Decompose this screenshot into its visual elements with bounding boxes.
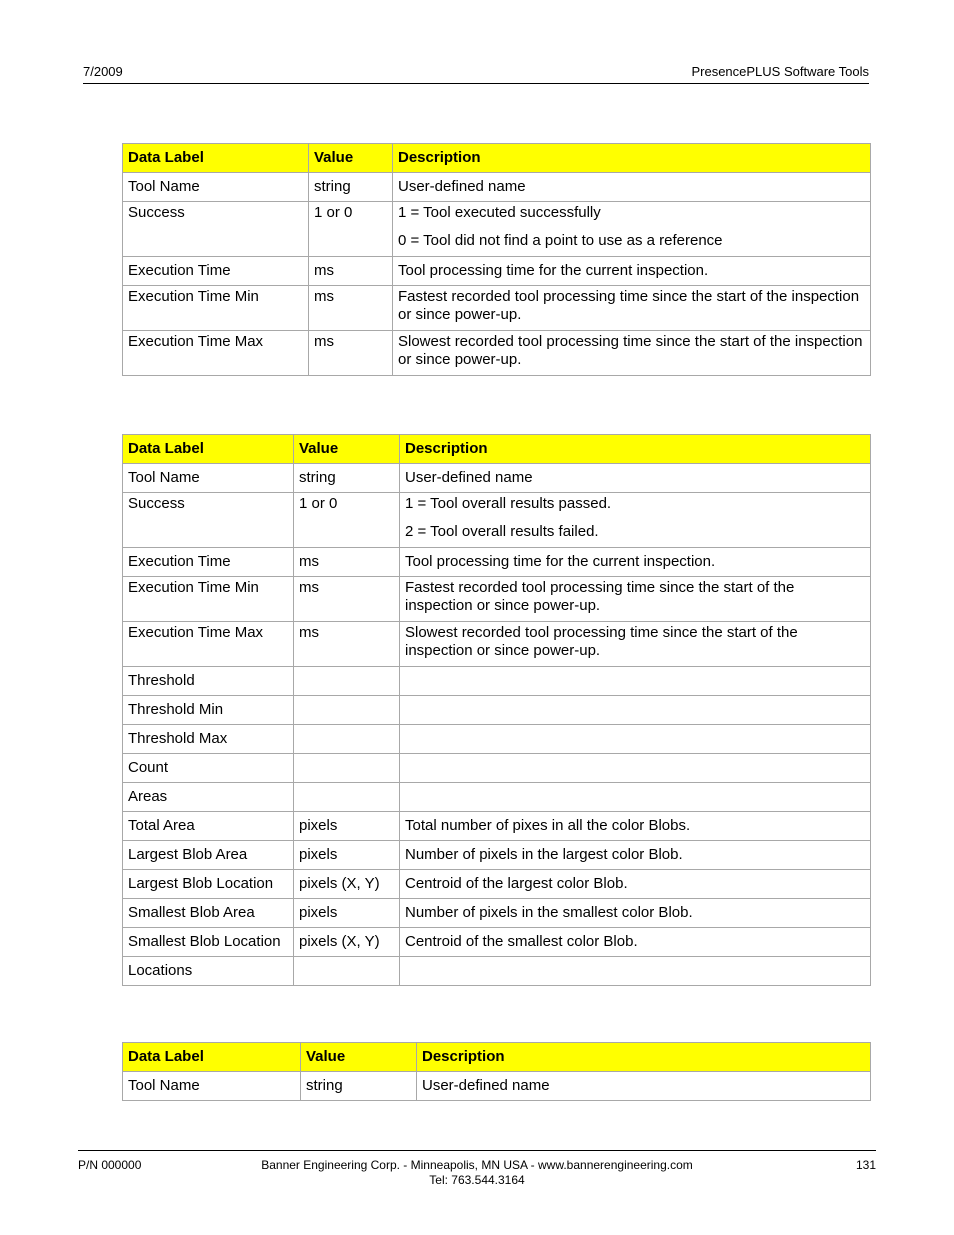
column-header-value: Value <box>301 1043 417 1072</box>
cell-value: pixels <box>294 841 400 870</box>
cell-description <box>400 957 871 986</box>
cell-description <box>400 493 871 548</box>
cell-description <box>400 696 871 725</box>
cell-value: ms <box>294 577 400 622</box>
cell-description: Tool processing time for the current inspection. <box>400 548 871 577</box>
table-row <box>123 493 871 548</box>
column-header-label: Data Label <box>123 435 294 464</box>
table-row <box>123 1072 871 1101</box>
cell-description: Centroid of the largest color Blob. <box>400 870 871 899</box>
cell-description: User-defined name <box>393 173 871 202</box>
cell-description: User-defined name <box>400 464 871 493</box>
cell-label: Areas <box>123 783 294 812</box>
column-header-description: Description <box>393 144 871 173</box>
table-row <box>123 331 871 376</box>
column-header-value: Value <box>309 144 393 173</box>
cell-description: Tool processing time for the current inspection. <box>393 257 871 286</box>
table-row <box>123 841 871 870</box>
table-row <box>123 899 871 928</box>
cell-value <box>294 957 400 986</box>
cell-label: Locations <box>123 957 294 986</box>
cell-value: ms <box>309 331 393 376</box>
cell-label: Threshold <box>123 667 294 696</box>
data-table-2 <box>122 434 871 986</box>
cell-label: Success <box>123 493 294 548</box>
cell-description: Number of pixels in the smallest color Blob. <box>400 899 871 928</box>
cell-value: ms <box>294 622 400 667</box>
cell-value: string <box>294 464 400 493</box>
cell-description: Total number of pixes in all the color Blobs. <box>400 812 871 841</box>
description-line: 1 = Tool executed successfully <box>398 204 601 221</box>
data-table-3 <box>122 1042 871 1101</box>
cell-label: Execution Time <box>123 548 294 577</box>
table-row <box>123 548 871 577</box>
cell-label: Threshold Max <box>123 725 294 754</box>
column-header-label: Data Label <box>123 1043 301 1072</box>
column-header-description: Description <box>400 435 871 464</box>
cell-label: Success <box>123 202 309 257</box>
header-title: PresencePLUS Software Tools <box>691 64 869 79</box>
cell-value: ms <box>294 548 400 577</box>
cell-description <box>400 667 871 696</box>
cell-description: Fastest recorded tool processing time since the start of the inspection or since power-up. <box>393 286 871 331</box>
cell-value <box>294 696 400 725</box>
cell-label: Tool Name <box>123 464 294 493</box>
cell-value: pixels (X, Y) <box>294 928 400 957</box>
description-line: 0 = Tool did not find a point to use as a reference <box>398 232 723 249</box>
table-header-row <box>123 435 871 464</box>
cell-value <box>294 725 400 754</box>
table-row <box>123 622 871 667</box>
cell-value: ms <box>309 286 393 331</box>
cell-value: pixels <box>294 812 400 841</box>
table-row <box>123 577 871 622</box>
table-row <box>123 754 871 783</box>
table-row <box>123 464 871 493</box>
description-line: 2 = Tool overall results failed. <box>405 523 599 540</box>
table-row <box>123 928 871 957</box>
table-row <box>123 202 871 257</box>
footer-company-line: Banner Engineering Corp. - Minneapolis, MN USA - www.bannerengineering.com <box>261 1158 693 1172</box>
cell-description <box>400 754 871 783</box>
cell-value: 1 or 0 <box>309 202 393 257</box>
table-row <box>123 173 871 202</box>
cell-description: Number of pixels in the largest color Blob. <box>400 841 871 870</box>
cell-label: Tool Name <box>123 1072 301 1101</box>
cell-value <box>294 667 400 696</box>
cell-label: Count <box>123 754 294 783</box>
footer-tel: Tel: 763.544.3164 <box>429 1173 525 1187</box>
cell-label: Execution Time Max <box>123 622 294 667</box>
table-row <box>123 957 871 986</box>
table-row <box>123 812 871 841</box>
description-line: 1 = Tool overall results passed. <box>405 495 612 512</box>
cell-value: string <box>301 1072 417 1101</box>
header-date: 7/2009 <box>83 64 123 79</box>
cell-description <box>400 725 871 754</box>
footer-company <box>0 1158 954 1188</box>
cell-value <box>294 754 400 783</box>
cell-description: Centroid of the smallest color Blob. <box>400 928 871 957</box>
table-header-row <box>123 1043 871 1072</box>
cell-value <box>294 783 400 812</box>
footer-rule <box>78 1150 876 1151</box>
footer-part-number: P/N 000000 <box>78 1158 142 1172</box>
cell-value: ms <box>309 257 393 286</box>
table-row <box>123 696 871 725</box>
cell-label: Smallest Blob Location <box>123 928 294 957</box>
column-header-description: Description <box>417 1043 871 1072</box>
column-header-value: Value <box>294 435 400 464</box>
cell-value: pixels (X, Y) <box>294 870 400 899</box>
table-row <box>123 667 871 696</box>
table-row <box>123 783 871 812</box>
data-table-1 <box>122 143 871 376</box>
column-header-label: Data Label <box>123 144 309 173</box>
table-header-row <box>123 144 871 173</box>
cell-label: Largest Blob Area <box>123 841 294 870</box>
cell-description: Slowest recorded tool processing time since the start of the inspection or since power-up. <box>393 331 871 376</box>
cell-description: Fastest recorded tool processing time since the start of the inspection or since power-up. <box>400 577 871 622</box>
table-row <box>123 286 871 331</box>
cell-label: Execution Time Max <box>123 331 309 376</box>
cell-description: Slowest recorded tool processing time since the start of the inspection or since power-up. <box>400 622 871 667</box>
cell-label: Smallest Blob Area <box>123 899 294 928</box>
cell-label: Largest Blob Location <box>123 870 294 899</box>
cell-value: string <box>309 173 393 202</box>
cell-value: 1 or 0 <box>294 493 400 548</box>
cell-label: Execution Time Min <box>123 286 309 331</box>
cell-description: User-defined name <box>417 1072 871 1101</box>
table-row <box>123 257 871 286</box>
header-rule <box>83 83 869 84</box>
cell-label: Total Area <box>123 812 294 841</box>
cell-label: Tool Name <box>123 173 309 202</box>
cell-description <box>393 202 871 257</box>
table-row <box>123 725 871 754</box>
cell-value: pixels <box>294 899 400 928</box>
footer-page-number: 131 <box>855 1158 876 1172</box>
cell-label: Threshold Min <box>123 696 294 725</box>
table-row <box>123 870 871 899</box>
cell-description <box>400 783 871 812</box>
cell-label: Execution Time <box>123 257 309 286</box>
cell-label: Execution Time Min <box>123 577 294 622</box>
